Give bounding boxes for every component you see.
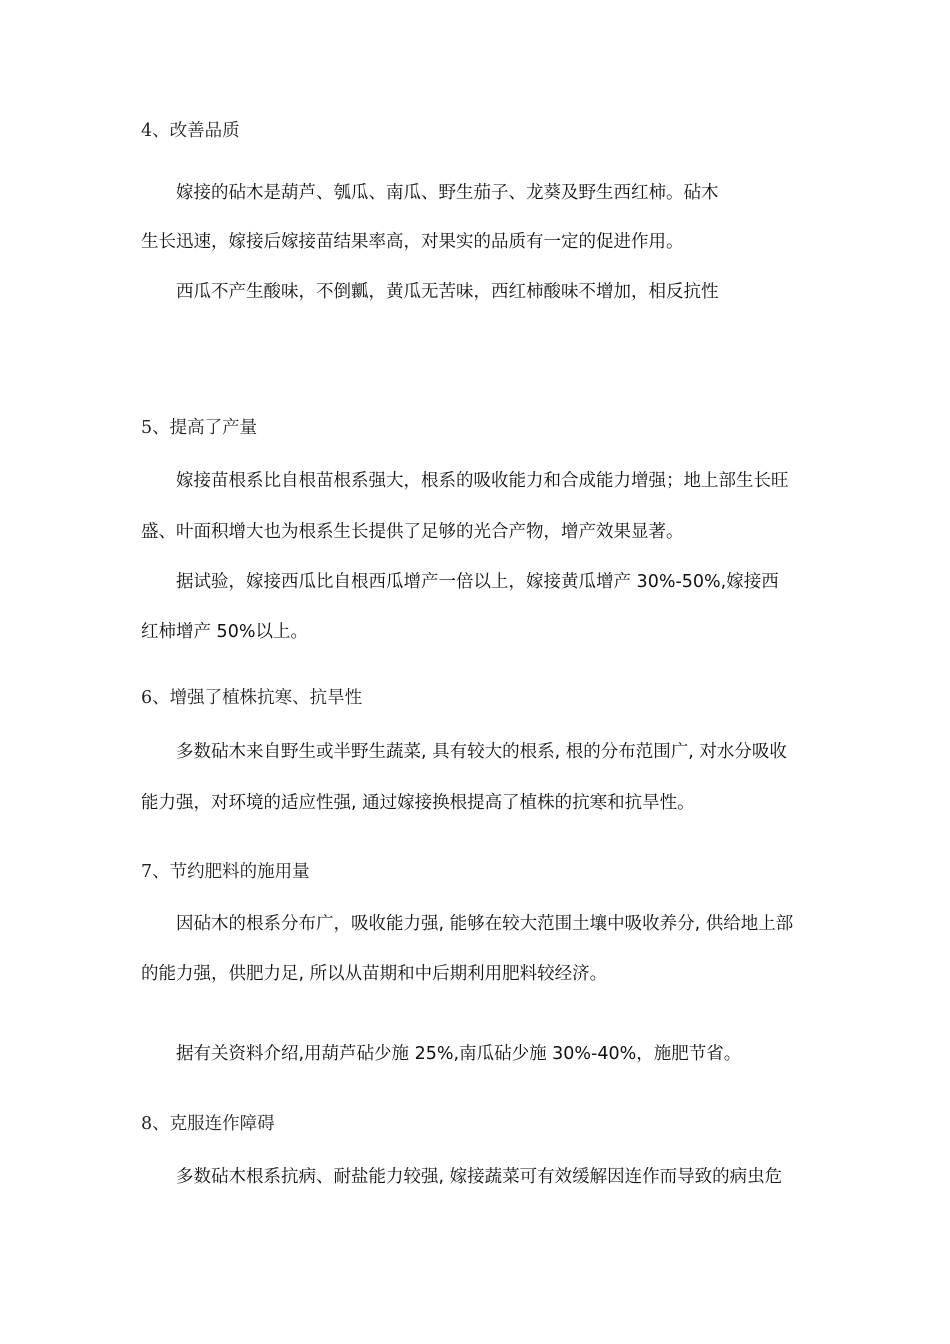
paragraph-line: 的能力强，供肥力足, 所以从苗期和中后期利用肥料较经济。 xyxy=(141,964,608,984)
paragraph-line: 多数砧木来自野生或半野生蔬菜, 具有较大的根系, 根的分布范围广, 对水分吸收 xyxy=(176,742,787,762)
section-heading: 4、改善品质 xyxy=(141,121,240,141)
paragraph-line: 嫁接苗根系比自根苗根系强大，根系的吸收能力和合成能力增强；地上部生长旺 xyxy=(176,471,789,491)
paragraph-line: 红柿增产 50%以上。 xyxy=(141,622,308,642)
paragraph-line: 多数砧木根系抗病、耐盐能力较强, 嫁接蔬菜可有效缓解因连作而导致的病虫危 xyxy=(176,1167,783,1187)
section-heading: 8、克服连作障碍 xyxy=(141,1114,275,1134)
paragraph-line: 据试验，嫁接西瓜比自根西瓜增产一倍以上，嫁接黄瓜增产 30%-50%,嫁接西 xyxy=(176,572,779,592)
paragraph-line: 嫁接的砧木是葫芦、瓠瓜、南瓜、野生茄子、龙葵及野生西红柿。砧木 xyxy=(176,183,719,203)
section-heading: 7、节约肥料的施用量 xyxy=(141,862,310,882)
paragraph-line: 盛、叶面积增大也为根系生长提供了足够的光合产物，增产效果显著。 xyxy=(141,522,684,542)
section-heading: 6、增强了植株抗寒、抗旱性 xyxy=(141,688,363,708)
section-heading: 5、提高了产量 xyxy=(141,418,258,438)
paragraph-line: 西瓜不产生酸味，不倒瓤，黄瓜无苦味，西红柿酸味不增加，相反抗性 xyxy=(176,282,719,302)
paragraph-line: 据有关资料介绍,用葫芦砧少施 25%,南瓜砧少施 30%-40%，施肥节省。 xyxy=(176,1044,742,1064)
paragraph-line: 生长迅速，嫁接后嫁接苗结果率高，对果实的品质有一定的促进作用。 xyxy=(141,232,684,252)
paragraph-line: 因砧木的根系分布广，吸收能力强, 能够在较大范围土壤中吸收养分, 供给地上部 xyxy=(176,914,794,934)
paragraph-line: 能力强，对环境的适应性强, 通过嫁接换根提高了植株的抗寒和抗旱性。 xyxy=(141,793,695,813)
